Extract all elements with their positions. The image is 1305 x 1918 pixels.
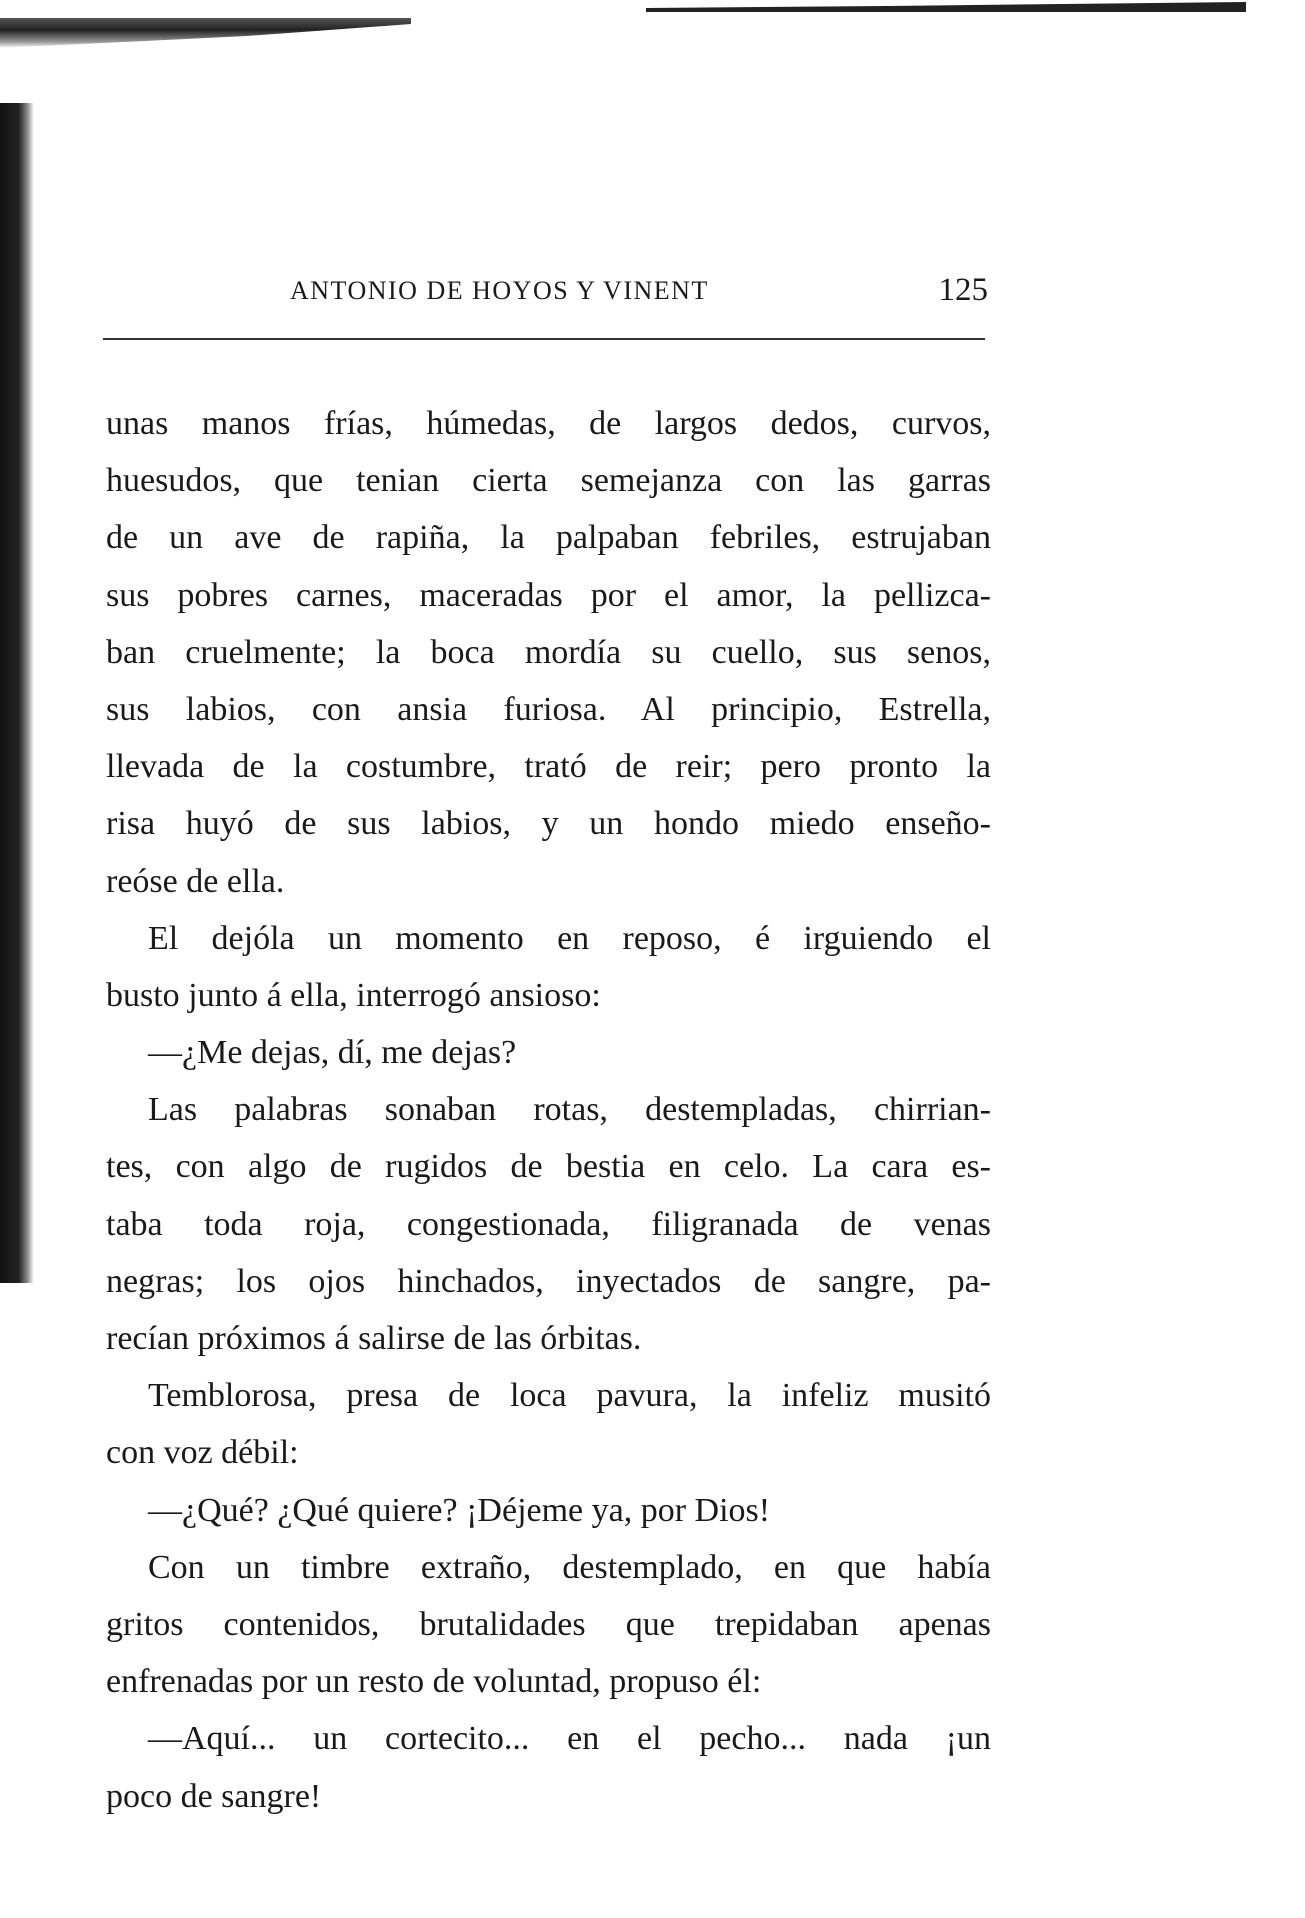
text-line: recían próximos á salirse de las órbitas. — [106, 1320, 642, 1357]
text-line: negras; los ojos hinchados, inyectados de sangre, pa- — [106, 1262, 991, 1300]
text-line: llevada de la costumbre, trató de reir; pero pronto la — [106, 748, 991, 786]
scan-top-edge-left — [0, 18, 411, 48]
page-header — [103, 272, 988, 320]
text-line: gritos contenidos, brutalidades que trepidaban apenas — [106, 1605, 991, 1643]
scan-top-edge-right — [646, 2, 1246, 12]
text-line: risa huyó de sus labios, y un hondo miedo enseño- — [106, 805, 991, 843]
text-line: —Aquí... un cortecito... en el pecho... nada ¡un — [148, 1720, 991, 1758]
text-line: —¿Qué? ¿Qué quiere? ¡Déjeme ya, por Dios! — [148, 1491, 771, 1529]
text-line: enfrenadas por un resto de voluntad, propuso él: — [106, 1663, 762, 1701]
text-line: Temblorosa, presa de loca pavura, la infeliz musitó — [148, 1377, 991, 1415]
text-line: Las palabras sonaban rotas, destempladas, chirrian- — [148, 1091, 991, 1129]
header-rule — [103, 338, 985, 340]
page-number: 125 — [938, 272, 988, 308]
text-line: busto junto á ella, interrogó ansioso: — [106, 976, 601, 1014]
text-line: tes, con algo de rugidos de bestia en celo. La cara es- — [106, 1148, 991, 1186]
scan-binding-edge — [0, 103, 34, 1283]
text-line: Con un timbre extraño, destemplado, en que había — [148, 1548, 991, 1586]
text-line: ban cruelmente; la boca mordía su cuello, sus senos, — [106, 633, 991, 671]
text-line: —¿Me dejas, dí, me dejas? — [148, 1034, 517, 1072]
running-title: ANTONIO DE HOYOS Y VINENT — [290, 276, 709, 305]
text-line: reóse de ella. — [106, 862, 285, 900]
text-line: poco de sangre! — [106, 1777, 322, 1815]
text-line: sus pobres carnes, maceradas por el amor, la pellizca- — [106, 576, 991, 614]
text-line: huesudos, que tenian cierta semejanza con las garras — [106, 462, 991, 500]
text-line: sus labios, con ansia furiosa. Al principio, Estrella, — [106, 690, 991, 728]
text-line: de un ave de rapiña, la palpaban febriles, estrujaban — [106, 519, 991, 557]
text-line: unas manos frías, húmedas, de largos dedos, curvos, — [106, 405, 991, 442]
text-line: taba toda roja, congestionada, filigranada de venas — [106, 1205, 991, 1243]
text-line: con voz débil: — [106, 1434, 299, 1472]
text-line: El dejóla un momento en reposo, é irguiendo el — [148, 919, 991, 957]
body-text — [106, 395, 991, 1825]
